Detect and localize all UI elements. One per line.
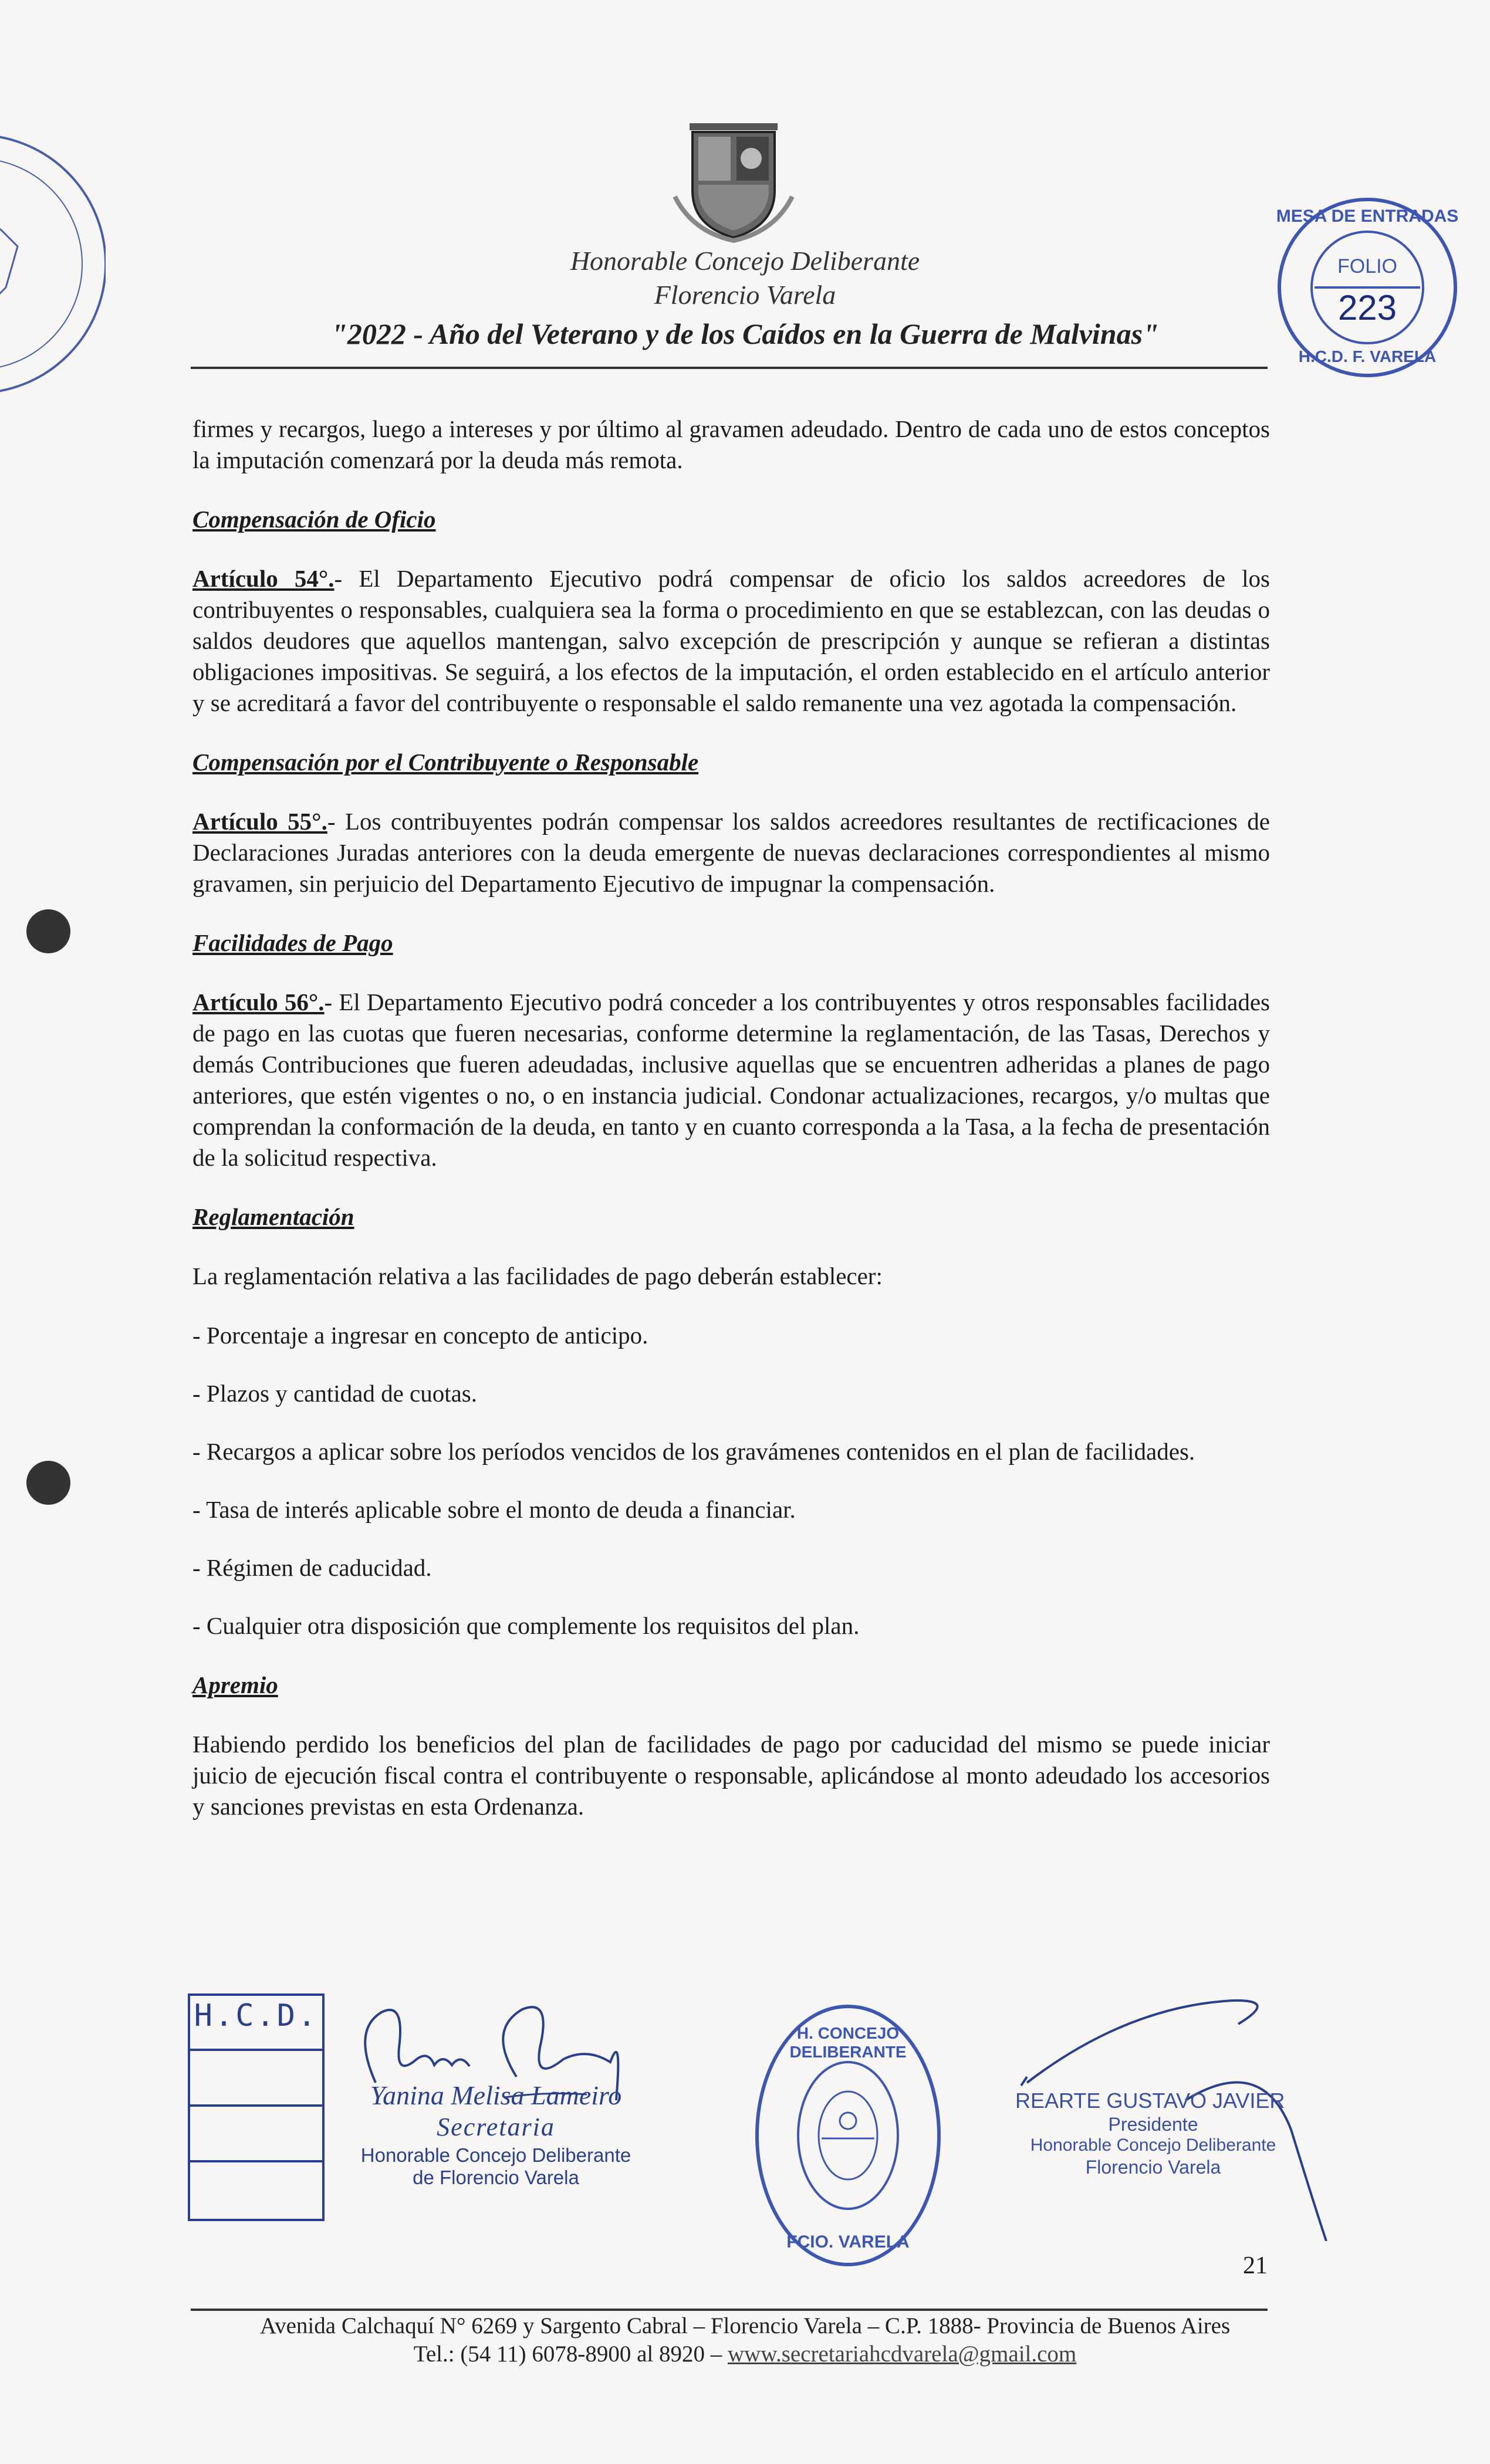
list-item: - Régimen de caducidad. [192,1554,432,1581]
entry-stamp-folio-number: 223 [1337,288,1397,327]
secretary-name: Yanina Melisa Lameiro [370,2080,622,2110]
secretary-role: Secretaria [437,2113,555,2141]
entry-stamp-top-text: MESA DE ENTRADAS [1276,207,1459,226]
president-org: Honorable Concejo Deliberante [1030,2135,1276,2155]
header-motto: "2022 - Año del Veterano y de los Caídos en la Guerra de Malvinas" [331,317,1159,350]
section-heading-compensacion-contribuyente: Compensación por el Contribuyente o Responsable [192,749,699,776]
article-55-text: - Los contribuyentes podrán compensar los saldos acreedores resultantes de rectificaciones de Declaraciones Juradas anteriores con la deuda emergente de nuevas declaraciones correspondientes al mismo gravamen, sin perjuicio del Departamento Ejecutivo de impugnar la compensación. [192,808,1271,897]
footer-address: Avenida Calchaquí N° 6269 y Sargento Cabral – Florencio Varela – C.P. 1888- Provincia de Buenos Aires [259,2313,1231,2338]
article-54 [192,563,1270,719]
president-role: Presidente [1108,2114,1198,2135]
footer-divider [191,2309,1268,2311]
footer-phone: Tel.: (54 11) 6078-8900 al 8920 – [413,2341,722,2367]
punch-hole [26,1461,70,1505]
header-divider [191,367,1268,369]
apremio-paragraph: Habiendo perdido los beneficios del plan de facilidades de pago por caducidad del mismo se puede iniciar juicio de ejecución fiscal contra el contribuyente o responsable, aplicándose al monto adeudado los accesorios y sanciones previstas en esta Ordenanza. [192,1731,1270,1820]
hcd-box-label: H.C.D. [194,1998,319,2033]
seal-text-top: H. CONCEJO DELIBERANTE [789,2024,907,2061]
footer-email-link[interactable]: www.secretariahcdvarela@gmail.com [727,2341,1077,2367]
president-name: REARTE GUSTAVO JAVIER [1015,2089,1285,2113]
entry-stamp-folio-label: FOLIO [1337,255,1398,277]
intro-paragraph: firmes y recargos, luego a intereses y por último al gravamen adeudado. Dentro de cada uno de estos conceptos la imputación comenzará por la deuda más remota. [192,415,1270,473]
article-56-text: - El Departamento Ejecutivo podrá conceder a los contribuyentes y otros responsables facilidades de pago en las cuotas que fueren necesarias, conforme determine la reglamentación, de las Tasas, Derechos y demás Contribuciones que fueren adeudadas, inclusive aquellas que se encuentren adheridas a planes de pago anteriores, que estén vigentes o no, o en instancia judicial. Condonar actualizaciones, recargos, y/o multas que comprendan la conformación de la deuda, en tanto y en cuanto corresponda a la Tasa, a la fecha de presentación de la solicitud respectiva. [192,989,1270,1171]
reglamentacion-intro: La reglamentación relativa a las facilidades de pago deberán establecer: [192,1263,883,1289]
article-54-label: Artículo 54°. [192,565,335,592]
footer-contact [0,2341,1490,2367]
article-55 [192,806,1270,899]
article-55-label: Artículo 55°. [192,808,327,835]
header-city: Florencio Varela [654,280,836,310]
entry-stamp [1273,194,1461,381]
list-item: - Cualquier otra disposición que complemente los requisitos del plan. [192,1612,860,1639]
secretary-org-city: de Florencio Varela [413,2167,579,2188]
municipal-crest-logo [669,120,798,243]
hcd-initials-box [188,1993,325,2221]
president-org-city: Florencio Varela [1085,2157,1221,2178]
section-heading-facilidades-pago: Facilidades de Pago [192,929,393,956]
hcd-box-divider [190,2160,322,2162]
section-heading-apremio: Apremio [192,1671,278,1698]
list-item: - Recargos a aplicar sobre los períodos vencidos de los gravámenes contenidos en el plan de facilidades. [192,1438,1195,1465]
document-body [192,414,1270,1850]
secretary-org: Honorable Concejo Deliberante [360,2144,631,2166]
article-54-text: - El Departamento Ejecutivo podrá compensar de oficio los saldos acreedores de los contribuyentes o responsables, cualquiera sea la forma o procedimiento en que se establezcan, con las deudas o saldos deudores que aquellos mantengan, salvo excepción de prescripción y aunque se refieran a distintas obligaciones impositivas. Se seguirá, a los efectos de la imputación, el orden establecido en el artículo anterior y se acreditará a favor del contribuyente o responsable el saldo remanente una vez agotada la compensación. [192,565,1270,716]
page-number: 21 [1243,2252,1268,2279]
seal-text-bottom: FCIO. VARELA [786,2232,910,2252]
hcd-box-divider [190,2049,322,2051]
article-56 [192,987,1270,1173]
punch-hole [26,909,70,953]
section-heading-compensacion-oficio: Compensación de Oficio [192,506,436,533]
header-org-name: Honorable Concejo Deliberante [570,246,920,276]
article-56-label: Artículo 56°. [192,989,325,1016]
list-item: - Porcentaje a ingresar en concepto de anticipo. [192,1322,648,1349]
hcd-box-divider [190,2104,322,2107]
section-heading-reglamentacion: Reglamentación [192,1203,354,1230]
council-seal [751,2001,945,2270]
list-item: - Tasa de interés aplicable sobre el monto de deuda a financiar. [192,1496,796,1523]
entry-stamp-bottom-text: H.C.D. F. VARELA [1298,347,1437,365]
list-item: - Plazos y cantidad de cuotas. [192,1380,478,1407]
